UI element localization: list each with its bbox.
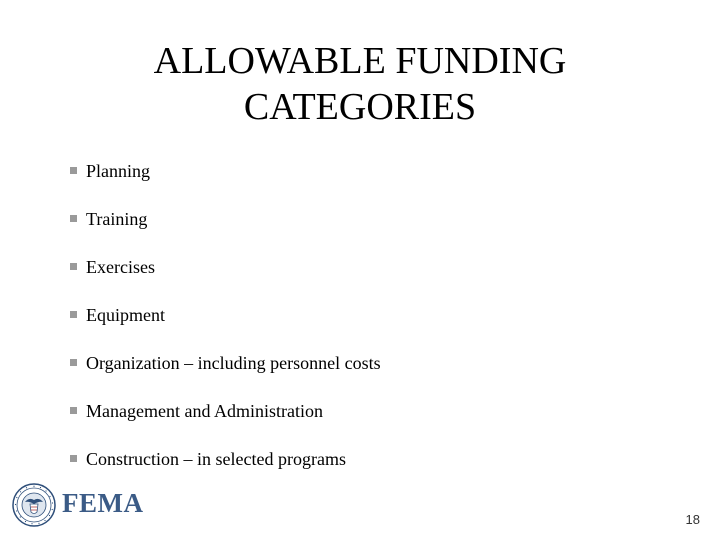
square-bullet-icon xyxy=(70,407,77,414)
square-bullet-icon xyxy=(70,215,77,222)
bullet-text: Exercises xyxy=(86,257,155,277)
slide-title-line-1: ALLOWABLE FUNDING xyxy=(153,40,567,82)
bullet-text: Management and Administration xyxy=(86,401,323,421)
slide-title xyxy=(60,38,660,130)
bullet-item-planning xyxy=(70,158,381,206)
square-bullet-icon xyxy=(70,167,77,174)
dhs-seal-icon xyxy=(12,483,56,527)
fema-logo: FEMA xyxy=(62,488,144,518)
square-bullet-icon xyxy=(70,359,77,366)
square-bullet-icon xyxy=(70,311,77,318)
bullet-list xyxy=(70,158,381,494)
bullet-item-exercises xyxy=(70,254,381,302)
bullet-text: Construction – in selected programs xyxy=(86,449,346,469)
square-bullet-icon xyxy=(70,263,77,270)
bullet-item-organization xyxy=(70,350,381,398)
bullet-text: Equipment xyxy=(86,305,165,325)
bullet-item-equipment xyxy=(70,302,381,350)
bullet-text: Organization – including personnel costs xyxy=(86,353,381,373)
slide-title-line-2: CATEGORIES xyxy=(243,86,477,128)
bullet-item-management xyxy=(70,398,381,446)
page-number: 18 xyxy=(685,512,700,527)
bullet-text: Planning xyxy=(86,161,151,181)
bullet-item-training xyxy=(70,206,381,254)
square-bullet-icon xyxy=(70,455,77,462)
bullet-text: Training xyxy=(86,209,148,229)
slide-footer xyxy=(0,480,720,540)
